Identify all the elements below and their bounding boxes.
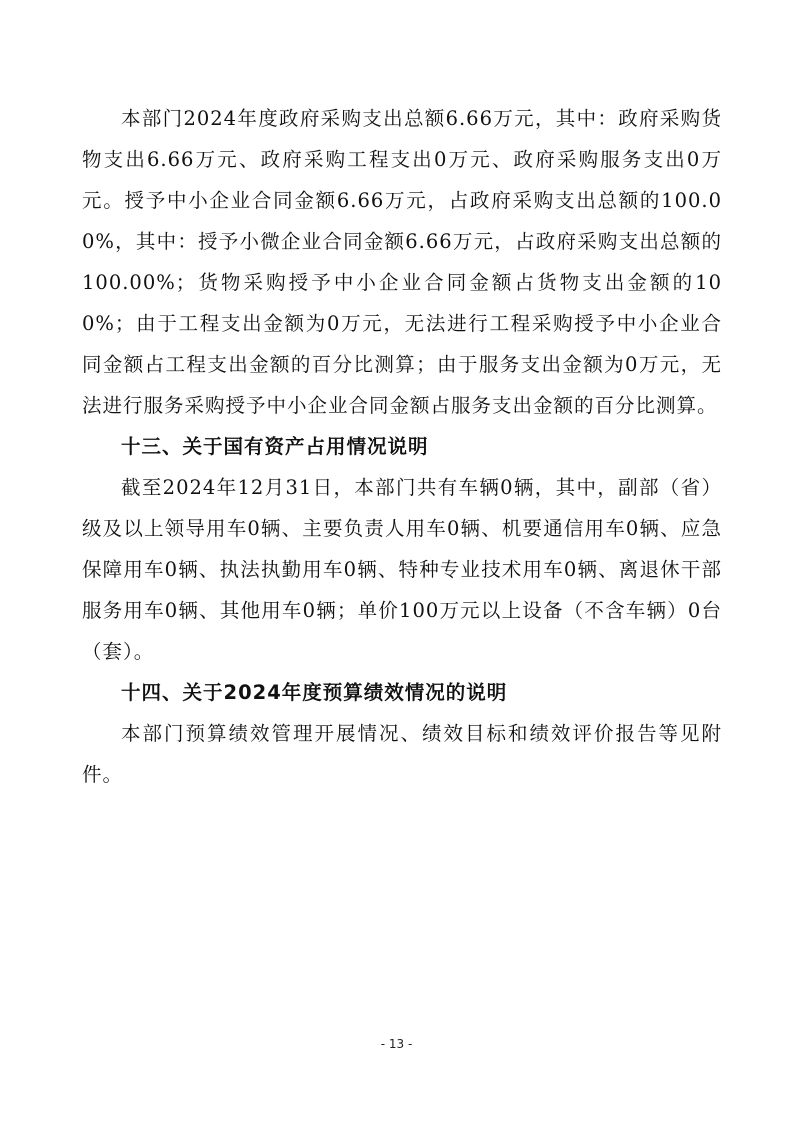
assets-paragraph: 截至2024年12月31日，本部门共有车辆0辆，其中，副部（省）级及以上领导用车0辆、主要负责人用车0辆、机要通信用车0辆、应急保障用车0辆、执法执勤用车0辆、特种专业技术用车0辆、离退休干部服务用车0辆、其他用车0辆；单价100万元以上设备（不含车辆）0台（套）。 — [82, 476, 722, 663]
performance-paragraph: 本部门预算绩效管理开展情况、绩效目标和绩效评价报告等见附件。 — [82, 722, 722, 786]
document-body — [82, 98, 722, 795]
page-number: - 13 - — [380, 1037, 413, 1051]
section-13-heading: 十三、关于国有资产占用情况说明 — [121, 435, 429, 458]
procurement-paragraph: 本部门2024年度政府采购支出总额6.66万元，其中：政府采购货物支出6.66万元、政府采购工程支出0万元、政府采购服务支出0万元。授予中小企业合同金额6.66万元，占政府采购支出总额的100.00%，其中：授予小微企业合同金额6.66万元，占政府采购支出总额的100.00%；货物采购授予中小企业合同金额占货物支出金额的100%；由于工程支出金额为0万元，无法进行工程采购授予中小企业合同金额占工程支出金额的百分比测算；由于服务支出金额为0万元，无法进行服务采购授予中小企业合同金额占服务支出金额的百分比测算。 — [82, 107, 722, 417]
section-14-heading: 十四、关于2024年度预算绩效情况的说明 — [121, 681, 508, 704]
